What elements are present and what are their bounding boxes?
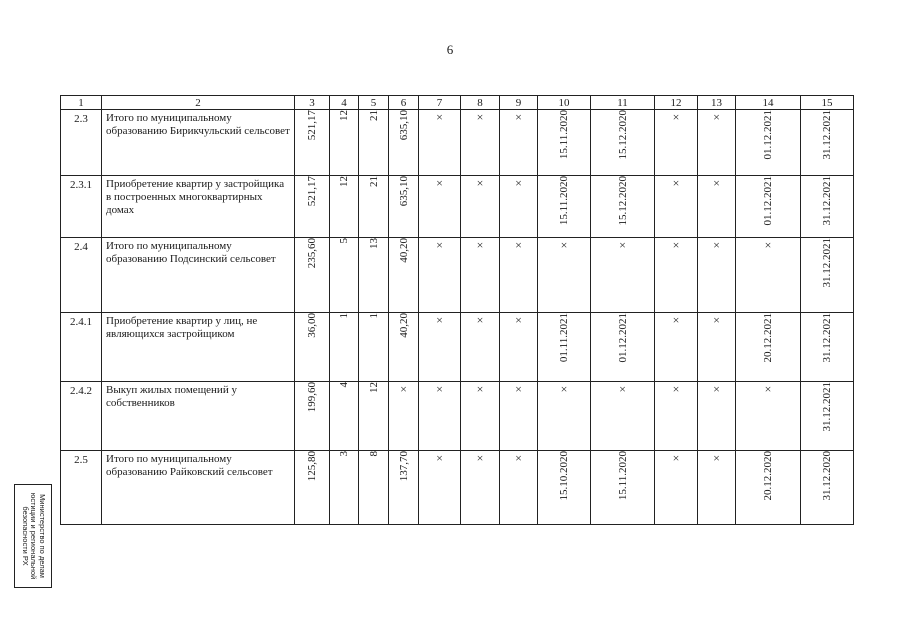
cell-value: 521,17	[306, 110, 318, 141]
value-cell	[359, 238, 389, 313]
cell-value: 521,17	[306, 176, 318, 207]
cell-value: 137,70	[397, 451, 410, 482]
value-cell	[389, 238, 419, 313]
value-cell	[295, 110, 330, 176]
cell-value: 15.11.2020	[558, 176, 570, 226]
cell-value: 31.12.2021	[821, 382, 833, 432]
value-cell	[538, 176, 591, 238]
not-applicable-cell: ×	[419, 451, 461, 525]
value-cell	[591, 313, 655, 382]
row-name: Итого по муниципальному образованию Бирикчульский сельсовет	[102, 110, 295, 176]
not-applicable-cell: ×	[698, 451, 736, 525]
not-applicable-cell: ×	[655, 451, 698, 525]
cell-value: 5	[338, 238, 350, 244]
column-header: 1	[61, 96, 102, 110]
column-header: 5	[359, 96, 389, 110]
value-cell	[736, 451, 801, 525]
column-header: 2	[102, 96, 295, 110]
not-applicable-cell: ×	[736, 382, 801, 451]
cell-value: 12	[338, 176, 350, 187]
value-cell	[538, 451, 591, 525]
column-header: 14	[736, 96, 801, 110]
cell-value: 8	[367, 451, 380, 457]
page-number: 6	[446, 42, 454, 57]
cell-value: 15.12.2020	[616, 176, 629, 226]
column-header: 9	[500, 96, 538, 110]
row-name: Итого по муниципальному образованию Подсинский сельсовет	[102, 238, 295, 313]
table-row	[61, 313, 854, 382]
stamp-text: Министерство по делам юстиции и региональной безопасности РХ	[20, 492, 47, 580]
not-applicable-cell: ×	[736, 238, 801, 313]
not-applicable-cell: ×	[655, 382, 698, 451]
row-number: 2.4.2	[61, 382, 102, 451]
not-applicable-cell: ×	[500, 110, 538, 176]
value-cell	[389, 110, 419, 176]
value-cell	[330, 382, 359, 451]
row-name: Выкуп жилых помещений у собственников	[102, 382, 295, 451]
column-header: 7	[419, 96, 461, 110]
value-cell	[538, 313, 591, 382]
row-number: 2.4	[61, 238, 102, 313]
cell-value: 199,60	[306, 382, 318, 413]
value-cell	[295, 313, 330, 382]
cell-value: 36,00	[306, 313, 318, 338]
row-name: Итого по муниципальному образованию Райковский сельсовет	[102, 451, 295, 525]
not-applicable-cell: ×	[500, 238, 538, 313]
cell-value: 40,20	[397, 238, 410, 263]
schedule-table	[60, 95, 854, 525]
value-cell	[736, 313, 801, 382]
value-cell	[801, 238, 854, 313]
value-cell	[801, 451, 854, 525]
not-applicable-cell: ×	[655, 238, 698, 313]
value-cell	[295, 382, 330, 451]
value-cell	[538, 110, 591, 176]
not-applicable-cell: ×	[500, 382, 538, 451]
cell-value: 15.11.2020	[558, 110, 570, 160]
column-header: 8	[461, 96, 500, 110]
not-applicable-cell: ×	[655, 313, 698, 382]
not-applicable-cell: ×	[591, 382, 655, 451]
table-row	[61, 238, 854, 313]
value-cell	[330, 313, 359, 382]
not-applicable-cell: ×	[461, 110, 500, 176]
not-applicable-cell: ×	[591, 238, 655, 313]
cell-value: 235,60	[306, 238, 318, 269]
cell-value: 01.12.2021	[762, 176, 774, 226]
value-cell	[389, 313, 419, 382]
cell-value: 13	[367, 238, 380, 249]
not-applicable-cell: ×	[461, 382, 500, 451]
column-header: 4	[330, 96, 359, 110]
value-cell	[295, 451, 330, 525]
value-cell	[330, 238, 359, 313]
not-applicable-cell: ×	[698, 382, 736, 451]
cell-value: 125,80	[306, 451, 318, 482]
cell-value: 20.12.2021	[762, 313, 774, 363]
column-header: 15	[801, 96, 854, 110]
cell-value: 1	[338, 313, 350, 319]
cell-value: 21	[367, 176, 380, 187]
cell-value: 20.12.2020	[762, 451, 774, 501]
value-cell	[801, 313, 854, 382]
not-applicable-cell: ×	[698, 238, 736, 313]
cell-value: 21	[367, 110, 380, 121]
value-cell	[330, 110, 359, 176]
not-applicable-cell: ×	[500, 451, 538, 525]
not-applicable-cell: ×	[419, 238, 461, 313]
row-number: 2.4.1	[61, 313, 102, 382]
not-applicable-cell: ×	[655, 176, 698, 238]
value-cell	[359, 451, 389, 525]
row-number: 2.3.1	[61, 176, 102, 238]
cell-value: 40,20	[397, 313, 410, 338]
cell-value: 12	[338, 110, 350, 121]
value-cell	[359, 176, 389, 238]
value-cell	[801, 110, 854, 176]
cell-value: 31.12.2020	[821, 451, 833, 501]
ministry-stamp	[14, 484, 52, 588]
column-header: 12	[655, 96, 698, 110]
value-cell	[295, 238, 330, 313]
value-cell	[591, 110, 655, 176]
cell-value: 635,10	[397, 176, 410, 207]
cell-value: 31.12.2021	[821, 110, 833, 160]
column-header: 11	[591, 96, 655, 110]
not-applicable-cell: ×	[655, 110, 698, 176]
value-cell	[359, 382, 389, 451]
not-applicable-cell: ×	[698, 110, 736, 176]
table-row	[61, 382, 854, 451]
table-row	[61, 110, 854, 176]
value-cell	[389, 451, 419, 525]
not-applicable-cell: ×	[419, 176, 461, 238]
value-cell	[736, 176, 801, 238]
not-applicable-cell: ×	[500, 176, 538, 238]
table-row	[61, 451, 854, 525]
cell-value: 31.12.2021	[821, 176, 833, 226]
cell-value: 31.12.2021	[821, 313, 833, 363]
not-applicable-cell: ×	[538, 382, 591, 451]
value-cell	[591, 451, 655, 525]
not-applicable-cell: ×	[461, 176, 500, 238]
cell-value: 1	[367, 313, 380, 319]
value-cell	[801, 382, 854, 451]
cell-value: 15.10.2020	[558, 451, 570, 501]
cell-value: 31.12.2021	[821, 238, 833, 288]
cell-value: 15.11.2020	[616, 451, 629, 501]
cell-value: 635,10	[397, 110, 410, 141]
column-header: 13	[698, 96, 736, 110]
row-name: Приобретение квартир у лиц, не являющихся застройщиком	[102, 313, 295, 382]
not-applicable-cell: ×	[698, 313, 736, 382]
value-cell	[389, 176, 419, 238]
not-applicable-cell: ×	[419, 110, 461, 176]
value-cell	[736, 110, 801, 176]
not-applicable-cell: ×	[538, 238, 591, 313]
value-cell	[591, 176, 655, 238]
not-applicable-cell: ×	[461, 313, 500, 382]
value-cell	[359, 313, 389, 382]
row-number: 2.5	[61, 451, 102, 525]
row-name: Приобретение квартир у застройщика в построенных многоквартирных домах	[102, 176, 295, 238]
value-cell	[359, 110, 389, 176]
not-applicable-cell: ×	[389, 382, 419, 451]
cell-value: 12	[367, 382, 380, 393]
cell-value: 01.11.2021	[558, 313, 570, 363]
column-header: 3	[295, 96, 330, 110]
table-row	[61, 176, 854, 238]
not-applicable-cell: ×	[419, 382, 461, 451]
cell-value: 01.12.2021	[762, 110, 774, 160]
not-applicable-cell: ×	[500, 313, 538, 382]
column-header: 6	[389, 96, 419, 110]
cell-value: 4	[338, 382, 350, 388]
not-applicable-cell: ×	[698, 176, 736, 238]
not-applicable-cell: ×	[461, 238, 500, 313]
value-cell	[330, 176, 359, 238]
value-cell	[330, 451, 359, 525]
row-number: 2.3	[61, 110, 102, 176]
column-number-row	[61, 96, 854, 110]
value-cell	[295, 176, 330, 238]
cell-value: 01.12.2021	[616, 313, 629, 363]
value-cell	[801, 176, 854, 238]
not-applicable-cell: ×	[419, 313, 461, 382]
not-applicable-cell: ×	[461, 451, 500, 525]
cell-value: 15.12.2020	[616, 110, 629, 160]
column-header: 10	[538, 96, 591, 110]
cell-value: 3	[338, 451, 350, 457]
